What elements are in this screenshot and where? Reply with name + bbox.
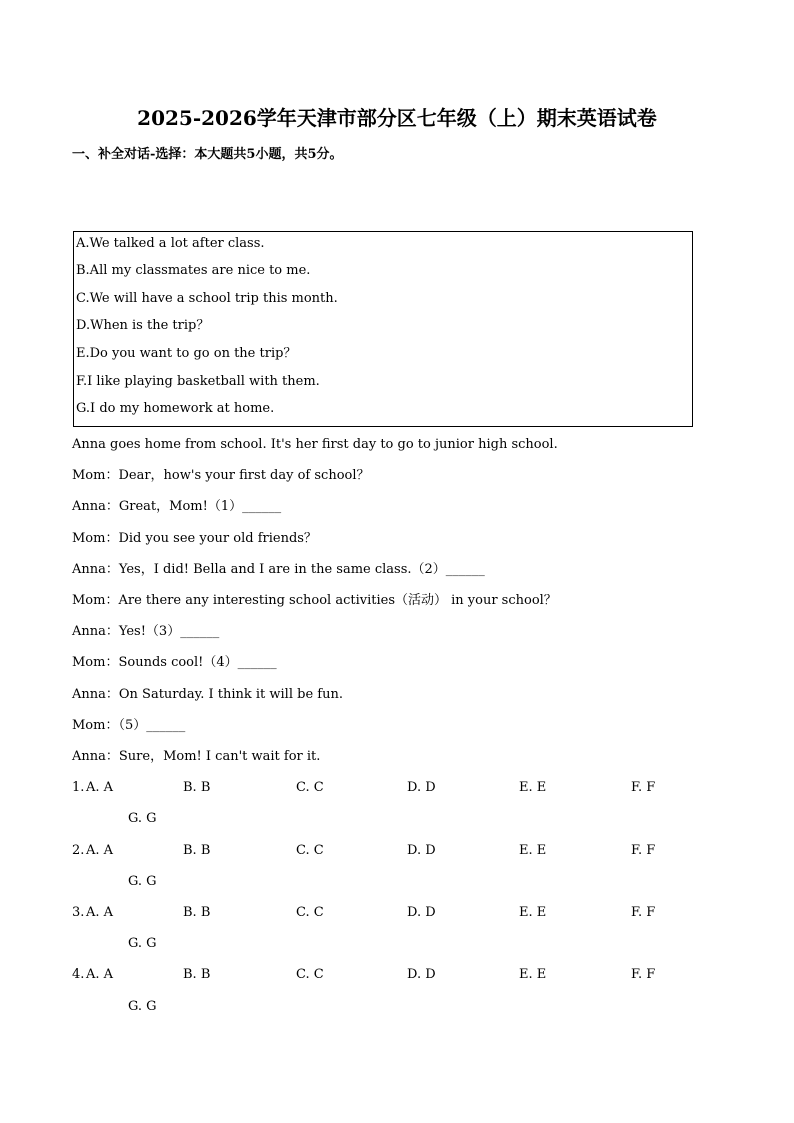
question-4-choice-g[interactable]: G. G xyxy=(128,999,157,1014)
dialogue-line: Mom：Dear，how's your first day of school？ xyxy=(72,468,370,483)
dialogue-line: Mom：Did you see your old friends？ xyxy=(72,531,317,546)
dialogue-line: Anna：On Saturday. I think it will be fun. xyxy=(72,687,343,702)
question-2-choice-e[interactable]: E. E xyxy=(519,843,547,858)
option-f: F.I like playing basketball with them. xyxy=(76,374,320,389)
question-2-number: 2. xyxy=(72,843,85,858)
question-3-choice-d[interactable]: D. D xyxy=(407,905,436,920)
dialogue-line: Anna：Yes，I did! Bella and I are in the same class.（2）______ xyxy=(72,562,485,577)
question-1-choice-d[interactable]: D. D xyxy=(407,780,436,795)
question-1-choice-c[interactable]: C. C xyxy=(296,780,324,795)
option-c: C.We will have a school trip this month. xyxy=(76,291,338,306)
question-4-choice-d[interactable]: D. D xyxy=(407,967,436,982)
option-e: E.Do you want to go on the trip？ xyxy=(76,346,297,361)
dialogue-line: Anna：Yes!（3）______ xyxy=(72,624,220,639)
question-3-choice-a[interactable]: A. A xyxy=(86,905,114,920)
option-b: B.All my classmates are nice to me. xyxy=(76,263,311,278)
question-4-choice-e[interactable]: E. E xyxy=(519,967,547,982)
question-3-choice-e[interactable]: E. E xyxy=(519,905,547,920)
option-g: G.I do my homework at home. xyxy=(76,401,275,416)
question-1-choice-b[interactable]: B. B xyxy=(183,780,211,795)
question-1-number: 1. xyxy=(72,780,85,795)
question-3-choice-c[interactable]: C. C xyxy=(296,905,324,920)
dialogue-intro: Anna goes home from school. It's her first day to go to junior high school. xyxy=(72,437,558,452)
question-3-choice-b[interactable]: B. B xyxy=(183,905,211,920)
option-a: A.We talked a lot after class. xyxy=(76,236,265,251)
question-1-choice-a[interactable]: A. A xyxy=(86,780,114,795)
question-4-number: 4. xyxy=(72,967,85,982)
question-3-choice-f[interactable]: F. F xyxy=(631,905,656,920)
dialogue-line: Mom：Sounds cool!（4）______ xyxy=(72,655,277,670)
question-1-choice-g[interactable]: G. G xyxy=(128,811,157,826)
question-4-choice-f[interactable]: F. F xyxy=(631,967,656,982)
question-1-choice-e[interactable]: E. E xyxy=(519,780,547,795)
question-2-choice-a[interactable]: A. A xyxy=(86,843,114,858)
dialogue-line: Anna：Great，Mom!（1）______ xyxy=(72,499,282,514)
question-4-choice-c[interactable]: C. C xyxy=(296,967,324,982)
options-box xyxy=(73,231,693,427)
question-3-number: 3. xyxy=(72,905,85,920)
dialogue-line: Anna：Sure，Mom! I can't wait for it. xyxy=(72,749,321,764)
dialogue-line: Mom：（5）______ xyxy=(72,718,186,733)
question-2-choice-b[interactable]: B. B xyxy=(183,843,211,858)
dialogue-line: Mom：Are there any interesting school activities（活动） in your school？ xyxy=(72,593,557,608)
question-2-choice-d[interactable]: D. D xyxy=(407,843,436,858)
question-3-choice-g[interactable]: G. G xyxy=(128,936,157,951)
question-4-choice-a[interactable]: A. A xyxy=(86,967,114,982)
section-heading: 一、补全对话-选择：本大题共5小题，共5分。 xyxy=(72,147,343,162)
question-2-choice-f[interactable]: F. F xyxy=(631,843,656,858)
option-d: D.When is the trip？ xyxy=(76,318,210,333)
question-2-choice-g[interactable]: G. G xyxy=(128,874,157,889)
question-4-choice-b[interactable]: B. B xyxy=(183,967,211,982)
question-1-choice-f[interactable]: F. F xyxy=(631,780,656,795)
question-2-choice-c[interactable]: C. C xyxy=(296,843,324,858)
page-title: 2025-2026学年天津市部分区七年级（上）期末英语试卷 xyxy=(137,106,657,130)
